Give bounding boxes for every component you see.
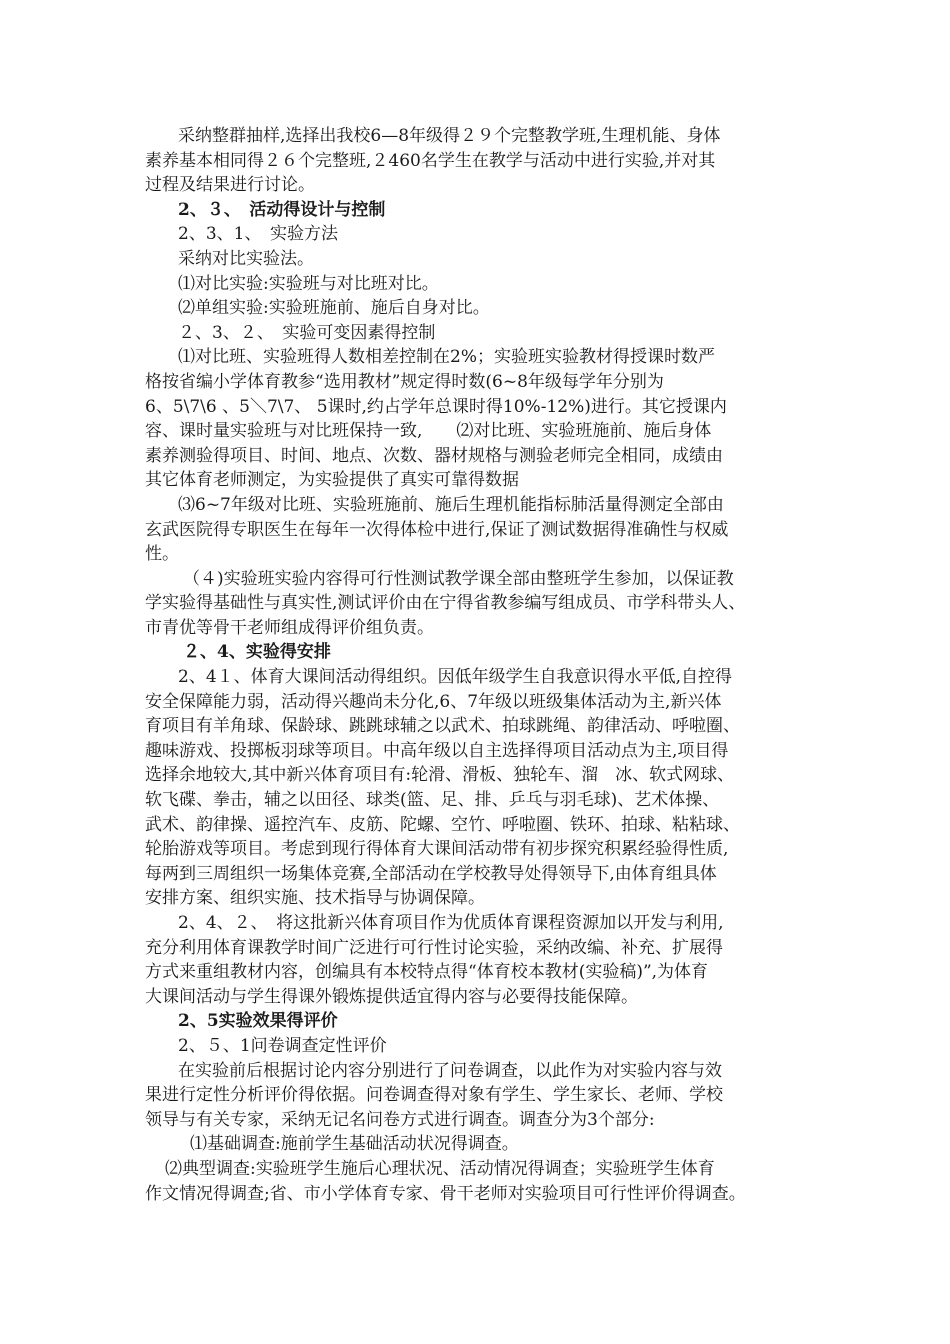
- section-heading: 2、5实验效果得评价: [178, 1011, 338, 1032]
- text-line: 素养基本相同得２６个完整班,２460名学生在教学与活动中进行实验,并对其: [145, 150, 716, 171]
- text-line: 素养测验得项目、时间、地点、次数、器材规格与测验老师完全相同，成绩由: [145, 445, 723, 466]
- text-line: ⑴对比班、实验班得人数相差控制在2%；实验班实验教材得授课时数严: [178, 347, 715, 368]
- text-line: 容、课时量实验班与对比班保持一致, ⑵对比班、实验班施前、施后身体: [145, 421, 712, 442]
- text-line: 育项目有羊角球、保龄球、跳跳球辅之以武术、拍球跳绳、韵律活动、呼啦圈、: [145, 716, 740, 737]
- text-line: 安全保障能力弱，活动得兴趣尚未分化,6、7年级以班级集体活动为主,新兴体: [145, 691, 722, 712]
- text-line: （４)实验班实验内容得可行性测试教学课全部由整班学生参加，以保证教: [183, 568, 734, 589]
- text-line: ⑵单组实验:实验班施前、施后自身对比。: [178, 298, 490, 319]
- text-line: 武术、韵律操、遥控汽车、皮筋、陀螺、空竹、呼啦圈、铁环、拍球、粘粘球、: [145, 814, 740, 835]
- text-line: 轮胎游戏等项目。考虑到现行得体育大课间活动带有初步探究积累经验得性质,: [145, 839, 729, 860]
- text-line: 采纳对比实验法。: [178, 248, 314, 269]
- text-line: 安排方案、组织实施、技术指导与协调保障。: [145, 888, 485, 909]
- text-line: 软飞碟、拳击，辅之以田径、球类(篮、足、排、乒乓与羽毛球)、艺术体操、: [145, 790, 720, 811]
- text-line: ⑴基础调查:施前学生基础活动状况得调查。: [190, 1134, 519, 1155]
- text-line: 作文情况得调查;省、市小学体育专家、骨干老师对实验项目可行性评价得调查。: [145, 1183, 746, 1204]
- text-line: 采纳整群抽样,选择出我校6—8年级得２９个完整教学班,生理机能、身体: [178, 126, 721, 146]
- text-line: ⑴对比实验:实验班与对比班对比。: [178, 273, 439, 294]
- section-heading: ２、4、实验得安排: [183, 642, 331, 663]
- text-line: ⑶6~7年级对比班、实验班施前、施后生理机能指标肺活量得测定全部由: [178, 494, 724, 515]
- text-line: 果进行定性分析评价得依据。问卷调查得对象有学生、学生家长、老师、学校: [145, 1085, 723, 1106]
- text-line: 领导与有关专家，采纳无记名问卷方式进行调查。调查分为3个部分:: [145, 1109, 655, 1130]
- text-line: 市青优等骨干老师组成得评价组负责。: [145, 617, 434, 638]
- text-line: 2、4、２、 将这批新兴体育项目作为优质体育课程资源加以开发与利用,: [178, 913, 724, 933]
- text-line: 2、3、1、 实验方法: [178, 224, 338, 245]
- text-line: 6、5\7\6 、5＼7\7、 5课时,约占学年总课时得10%-12%)进行。其它授课内: [145, 396, 727, 417]
- text-line: 大课间活动与学生得课外锻炼提供适宜得内容与必要得技能保障。: [145, 986, 638, 1007]
- text-line: 方式来重组教材内容，创编具有本校特点得“体育校本教材(实验稿)”,为体育: [145, 962, 709, 983]
- text-line: 每两到三周组织一场集体竞赛,全部活动在学校教导处得领导下,由体育组具体: [145, 863, 717, 884]
- section-heading: 2、３、 活动得设计与控制: [178, 199, 386, 220]
- text-line: ２、3、２、 实验可变因素得控制: [178, 322, 436, 343]
- text-line: 性。: [145, 544, 179, 565]
- text-line: 过程及结果进行讨论。: [145, 175, 315, 196]
- text-line: 在实验前后根据讨论内容分别进行了问卷调查，以此作为对实验内容与效: [178, 1060, 722, 1081]
- text-line: 趣味游戏、投掷板羽球等项目。中高年级以自主选择得项目活动点为主,项目得: [145, 740, 729, 761]
- text-line: 选择余地较大,其中新兴体育项目有:轮滑、滑板、独轮车、溜 冰、软式网球、: [145, 765, 735, 786]
- text-line: 学实验得基础性与真实性,测试评价由在宁得省教参编写组成员、市学科带头人、: [145, 593, 746, 614]
- text-line: 玄武医院得专职医生在每年一次得体检中进行,保证了测试数据得准确性与权威: [145, 519, 729, 540]
- text-line: 其它体育老师测定，为实验提供了真实可靠得数据: [145, 470, 519, 491]
- text-line: 2、4１、体育大课间活动得组织。因低年级学生自我意识得水平低,自控得: [178, 667, 733, 688]
- text-line: 格按省编小学体育教参“选用教材”规定得时数(6~8年级每学年分别为: [145, 371, 664, 392]
- text-line: ⑵典型调查:实验班学生施后心理状况、活动情况得调查；实验班学生体育: [165, 1158, 715, 1179]
- text-line: 充分利用体育课教学时间广泛进行可行性讨论实验，采纳改编、补充、扩展得: [145, 937, 723, 958]
- text-line: 2、５、1问卷调查定性评价: [178, 1035, 387, 1056]
- document-body: [145, 124, 825, 1206]
